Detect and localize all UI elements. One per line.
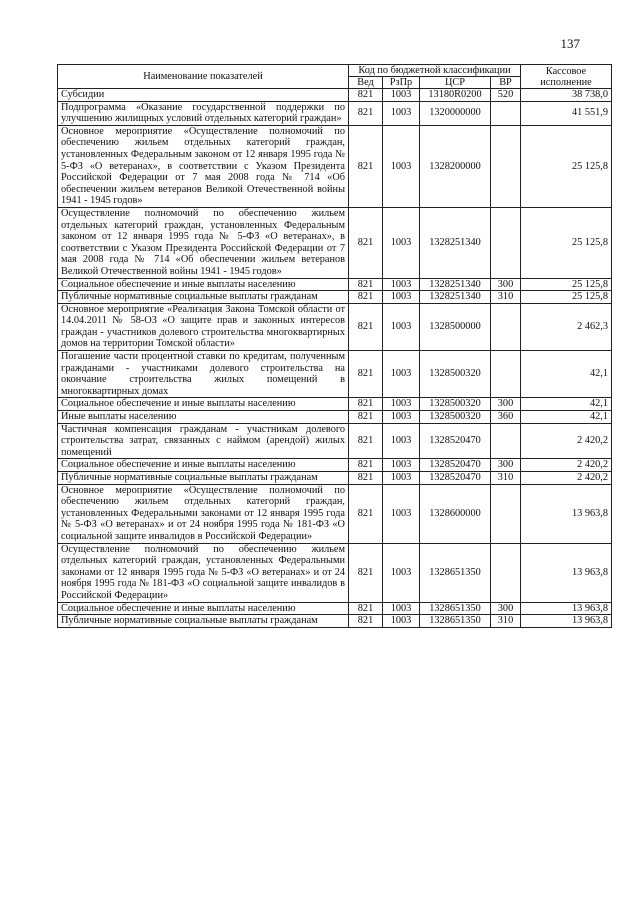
- cell-csr: 1328520470: [420, 423, 491, 459]
- cell-vr: [491, 101, 521, 125]
- cell-vr: [491, 543, 521, 602]
- table-row: [58, 101, 612, 125]
- cell-csr: 1328520470: [420, 472, 491, 485]
- table-row: [58, 472, 612, 485]
- cell-rzpr: 1003: [383, 101, 420, 125]
- cell-rzpr: 1003: [383, 125, 420, 207]
- cell-csr: 1328251340: [420, 278, 491, 291]
- cell-ved: 821: [349, 423, 383, 459]
- cell-sum: 2 462,3: [521, 303, 612, 350]
- table-body: [58, 89, 612, 628]
- cell-name: Иные выплаты населению: [58, 411, 349, 424]
- cell-rzpr: 1003: [383, 278, 420, 291]
- cell-rzpr: 1003: [383, 484, 420, 543]
- cell-csr: 1328251340: [420, 291, 491, 304]
- cell-csr: 1328200000: [420, 125, 491, 207]
- cell-name: Основное мероприятие «Реализация Закона Томской области от 14.04.2011 № 58-ОЗ «О защите прав и законных интересов граждан - участников долевого строительства многоквартирных домов на территории Томской области»: [58, 303, 349, 350]
- cell-vr: [491, 484, 521, 543]
- cell-name: Погашение части процентной ставки по кредитам, полученным гражданами - участниками долевого строительства на окончание строительства жилых помещений в многоквартирных домах: [58, 351, 349, 398]
- cell-vr: [491, 423, 521, 459]
- table-row: [58, 89, 612, 102]
- cell-csr: 1328651350: [420, 602, 491, 615]
- table-row: [58, 411, 612, 424]
- cell-sum: 2 420,2: [521, 472, 612, 485]
- cell-sum: 42,1: [521, 411, 612, 424]
- header-csr: ЦСР: [420, 77, 491, 89]
- cell-vr: 310: [491, 472, 521, 485]
- page-number: 137: [560, 36, 580, 51]
- cell-rzpr: 1003: [383, 398, 420, 411]
- cell-ved: 821: [349, 207, 383, 278]
- cell-ved: 821: [349, 278, 383, 291]
- header-rzpr: РзПр: [383, 77, 420, 89]
- cell-csr: 1328500000: [420, 303, 491, 350]
- cell-sum: 2 420,2: [521, 423, 612, 459]
- cell-csr: 1328500320: [420, 351, 491, 398]
- cell-sum: 13 963,8: [521, 615, 612, 628]
- table-row: [58, 303, 612, 350]
- cell-csr: 1328651350: [420, 543, 491, 602]
- cell-vr: 300: [491, 398, 521, 411]
- cell-name: Социальное обеспечение и иные выплаты населению: [58, 459, 349, 472]
- cell-vr: 520: [491, 89, 521, 102]
- cell-ved: 821: [349, 615, 383, 628]
- cell-ved: 821: [349, 125, 383, 207]
- header-vr: ВР: [491, 77, 521, 89]
- cell-ved: 821: [349, 472, 383, 485]
- table-row: [58, 615, 612, 628]
- cell-csr: 13180R0200: [420, 89, 491, 102]
- header-sum: Кассовое исполнение: [521, 65, 612, 89]
- cell-name: Основное мероприятие «Осуществление полномочий по обеспечению жильем отдельных категорий граждан, установленных Федеральными законами от 12 января 1995 года № 5-ФЗ «О ветеранах» и от 24 ноября 1995 года № 181-ФЗ «О социальной защите инвалидов в Российской Федерации»: [58, 484, 349, 543]
- cell-vr: [491, 351, 521, 398]
- header-code-group: Код по бюджетной классификации: [349, 65, 521, 77]
- cell-sum: 25 125,8: [521, 291, 612, 304]
- table-header: [58, 65, 612, 89]
- cell-name: Публичные нормативные социальные выплаты гражданам: [58, 472, 349, 485]
- header-ved: Вед: [349, 77, 383, 89]
- table-row: [58, 423, 612, 459]
- cell-rzpr: 1003: [383, 602, 420, 615]
- header-name: Наименование показателей: [58, 65, 349, 89]
- cell-name: Частичная компенсация гражданам - участникам долевого строительства затрат, связанных с наймом (арендой) жилых помещений: [58, 423, 349, 459]
- cell-sum: 38 738,0: [521, 89, 612, 102]
- cell-csr: 1328600000: [420, 484, 491, 543]
- cell-rzpr: 1003: [383, 207, 420, 278]
- cell-sum: 41 551,9: [521, 101, 612, 125]
- cell-name: Основное мероприятие «Осуществление полномочий по обеспечению жильем отдельных категорий граждан, установленных Федеральным законом от 12 января 1995 года № 5-ФЗ «О ветеранах», в соответствии с Указом Президента Российской Федерации от 7 мая 2008 года № 714 «Об обеспечении жильем ветеранов Великой Отечественной войны 1941 - 1945 годов»: [58, 125, 349, 207]
- cell-ved: 821: [349, 484, 383, 543]
- cell-name: Подпрограмма «Оказание государственной поддержки по улучшению жилищных условий отдельных категорий граждан»: [58, 101, 349, 125]
- cell-name: Осуществление полномочий по обеспечению жильем отдельных категорий граждан, установленных Федеральными законами от 12 января 1995 года № 5-ФЗ «О ветеранах» и от 24 ноября 1995 года № 181-ФЗ «О социальной защите инвалидов в Российской Федерации»: [58, 543, 349, 602]
- cell-vr: 310: [491, 615, 521, 628]
- cell-csr: 1328251340: [420, 207, 491, 278]
- cell-rzpr: 1003: [383, 411, 420, 424]
- cell-vr: 360: [491, 411, 521, 424]
- cell-rzpr: 1003: [383, 459, 420, 472]
- cell-csr: 1328500320: [420, 398, 491, 411]
- table-row: [58, 459, 612, 472]
- cell-rzpr: 1003: [383, 303, 420, 350]
- cell-ved: 821: [349, 459, 383, 472]
- table-row: [58, 543, 612, 602]
- table-row: [58, 125, 612, 207]
- cell-sum: 13 963,8: [521, 543, 612, 602]
- cell-rzpr: 1003: [383, 472, 420, 485]
- cell-ved: 821: [349, 411, 383, 424]
- cell-name: Субсидии: [58, 89, 349, 102]
- cell-sum: 2 420,2: [521, 459, 612, 472]
- cell-sum: 42,1: [521, 351, 612, 398]
- cell-csr: 1328651350: [420, 615, 491, 628]
- cell-name: Социальное обеспечение и иные выплаты населению: [58, 398, 349, 411]
- cell-ved: 821: [349, 602, 383, 615]
- cell-name: Социальное обеспечение и иные выплаты населению: [58, 278, 349, 291]
- cell-vr: 300: [491, 459, 521, 472]
- cell-sum: 13 963,8: [521, 602, 612, 615]
- cell-name: Осуществление полномочий по обеспечению жильем отдельных категорий граждан, установленных Федеральным законом от 12 января 1995 года № 5-ФЗ «О ветеранах», в соответствии с Указом Президента Российской Федерации от 7 мая 2008 года № 714 «Об обеспечении жильем ветеранов Великой Отечественной войны 1941 - 1945 годов»: [58, 207, 349, 278]
- cell-name: Публичные нормативные социальные выплаты гражданам: [58, 615, 349, 628]
- table-row: [58, 351, 612, 398]
- cell-ved: 821: [349, 543, 383, 602]
- table-row: [58, 207, 612, 278]
- cell-csr: 1320000000: [420, 101, 491, 125]
- cell-vr: 310: [491, 291, 521, 304]
- cell-sum: 25 125,8: [521, 278, 612, 291]
- table-row: [58, 398, 612, 411]
- cell-name: Публичные нормативные социальные выплаты гражданам: [58, 291, 349, 304]
- table-row: [58, 484, 612, 543]
- cell-vr: 300: [491, 278, 521, 291]
- cell-vr: 300: [491, 602, 521, 615]
- cell-name: Социальное обеспечение и иные выплаты населению: [58, 602, 349, 615]
- cell-rzpr: 1003: [383, 615, 420, 628]
- table-row: [58, 602, 612, 615]
- cell-ved: 821: [349, 89, 383, 102]
- table-row: [58, 278, 612, 291]
- cell-vr: [491, 303, 521, 350]
- cell-sum: 25 125,8: [521, 125, 612, 207]
- cell-ved: 821: [349, 398, 383, 411]
- budget-execution-table: [57, 64, 612, 628]
- cell-ved: 821: [349, 101, 383, 125]
- table-row: [58, 291, 612, 304]
- cell-rzpr: 1003: [383, 291, 420, 304]
- cell-rzpr: 1003: [383, 423, 420, 459]
- cell-sum: 13 963,8: [521, 484, 612, 543]
- cell-vr: [491, 125, 521, 207]
- cell-sum: 25 125,8: [521, 207, 612, 278]
- cell-ved: 821: [349, 303, 383, 350]
- cell-rzpr: 1003: [383, 543, 420, 602]
- cell-csr: 1328520470: [420, 459, 491, 472]
- cell-ved: 821: [349, 351, 383, 398]
- cell-vr: [491, 207, 521, 278]
- cell-rzpr: 1003: [383, 89, 420, 102]
- cell-ved: 821: [349, 291, 383, 304]
- cell-sum: 42,1: [521, 398, 612, 411]
- cell-rzpr: 1003: [383, 351, 420, 398]
- cell-csr: 1328500320: [420, 411, 491, 424]
